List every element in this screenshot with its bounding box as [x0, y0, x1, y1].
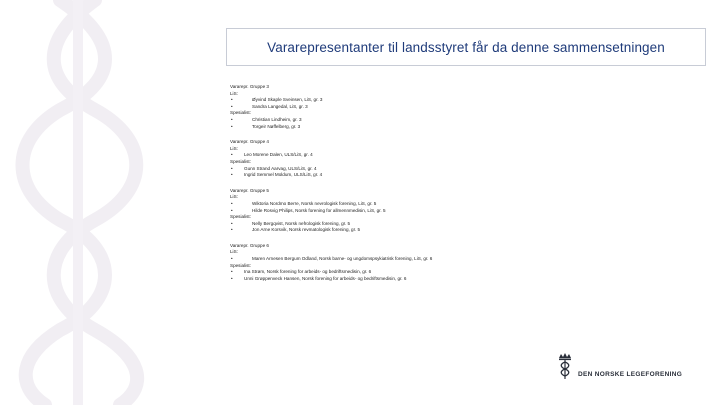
lis-label: LiS:	[230, 145, 238, 151]
list-item: • Nelly Bergqvist, Norsk nefrologisk forening, gr. 5	[231, 220, 351, 226]
list-item: • Hilde Rosvig Philips, Norsk forening for allmennmedisin, LiS, gr. 5	[231, 207, 386, 213]
spesialist-label: Spesialist:	[230, 158, 251, 164]
caduceus-watermark-icon	[0, 0, 185, 405]
group-heading: Vararepr. Gruppe 4	[230, 139, 269, 145]
list-item: • Sandra Langedal, LiS, gr. 3	[231, 103, 308, 109]
group-5	[230, 188, 700, 234]
member-list	[230, 84, 700, 291]
group-heading: Vararepr. Gruppe 3	[230, 84, 269, 89]
legeforening-logo	[556, 352, 696, 382]
list-item: • Torgeir Nøffelberg, gr. 3	[231, 123, 301, 129]
group-3	[230, 84, 700, 130]
list-item: • Unni Grøppenveck Hansen, Norsk forening for arbeids- og bedriftsmedisin, gr. 6	[231, 275, 407, 281]
list-item: • Øyvind Skaple Sveinsen, LiS, gr. 3	[231, 97, 323, 103]
list-item: • Wiktoria Nordmo Berre, Norsk nevrologisk forening, LiS, gr. 5	[231, 200, 377, 206]
list-item: • Ingrid Semmel Moldum, ULS/LiS, gr. 4	[231, 172, 323, 178]
logo-wordmark: DEN NORSKE LEGEFORENING	[578, 371, 683, 378]
group-4	[230, 139, 700, 179]
lis-label: LiS:	[230, 90, 238, 96]
title-frame	[226, 28, 706, 66]
lis-label: LiS:	[230, 194, 238, 200]
list-item: • Gunn Strand Aarvag, ULS/LiS, gr. 4	[231, 165, 317, 171]
group-heading: Vararepr. Gruppe 5	[230, 187, 269, 193]
spesialist-label: Spesialist:	[230, 262, 251, 268]
list-item: • Christian Lindheim, gr. 3	[231, 116, 302, 122]
group-heading: Vararepr. Gruppe 6	[230, 242, 269, 248]
list-item: • Jon Arne Korsvik, Norsk revmatologisk forening, gr. 5	[231, 227, 360, 233]
crown-caduceus-icon	[556, 352, 574, 380]
spesialist-label: Spesialist:	[230, 214, 251, 220]
lis-label: LiS:	[230, 249, 238, 255]
list-item: • Ina Strøm, Norsk forening for arbeids- og bedriftsmedisin, gr. 6	[231, 269, 372, 275]
page-title: Vararepresentanter til landsstyret får da denne sammensetningen	[267, 40, 665, 55]
group-6	[230, 243, 700, 283]
spesialist-label: Spesialist:	[230, 110, 251, 116]
list-item: • Maren Arnesen Bergum Odland, Norsk barne- og ungdomspsykiatrisk forening, LiS, gr. 6	[231, 256, 433, 262]
list-item: • Leo Morene Dalen, ULS/LiS, gr. 4	[231, 152, 313, 158]
